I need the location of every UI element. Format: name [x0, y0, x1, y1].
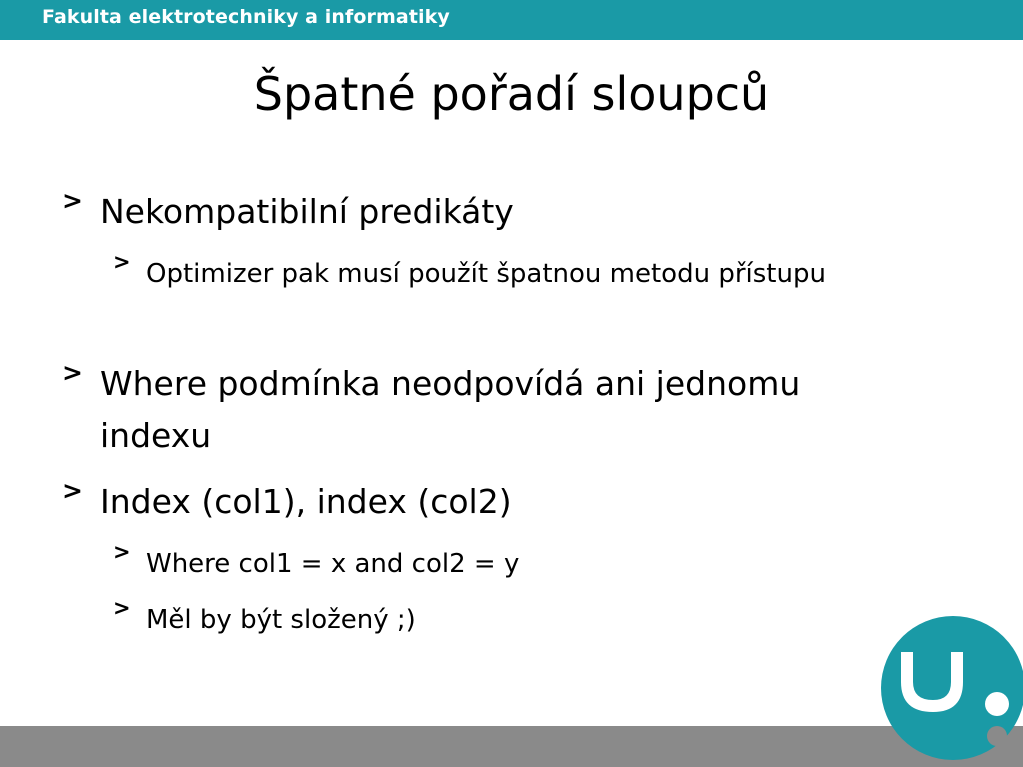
- bullet-arrow-icon: >: [113, 596, 131, 620]
- faculty-name: Fakulta elektrotechniky a informatiky: [42, 6, 450, 28]
- sub-bullet-item: [113, 540, 866, 588]
- bullet-text: Nekompatibilní predikáty: [100, 192, 514, 231]
- bullet-arrow-icon: >: [113, 250, 131, 274]
- footer-bar: [0, 726, 1023, 767]
- bullet-item: [62, 186, 960, 238]
- slide-title: Špatné pořadí sloupců: [253, 67, 770, 121]
- sub-bullet-item: [113, 596, 866, 644]
- university-u-logo-icon: [881, 612, 1023, 767]
- bullet-arrow-icon: >: [113, 540, 131, 564]
- bullet-item: [62, 476, 960, 528]
- bullet-arrow-icon: >: [62, 358, 83, 387]
- sub-bullet-text: Měl by být složený ;): [146, 605, 416, 635]
- sub-bullet-item: [113, 250, 866, 298]
- bullet-item: [62, 358, 920, 462]
- bullet-arrow-icon: >: [62, 476, 83, 505]
- sub-bullet-text: Where col1 = x and col2 = y: [146, 549, 520, 579]
- bullet-text: Index (col1), index (col2): [100, 482, 512, 521]
- bullet-arrow-icon: >: [62, 186, 83, 215]
- sub-bullet-text: Optimizer pak musí použít špatnou metodu přístupu: [146, 259, 826, 289]
- bullet-text: Where podmínka neodpovídá ani jednomu indexu: [100, 364, 801, 455]
